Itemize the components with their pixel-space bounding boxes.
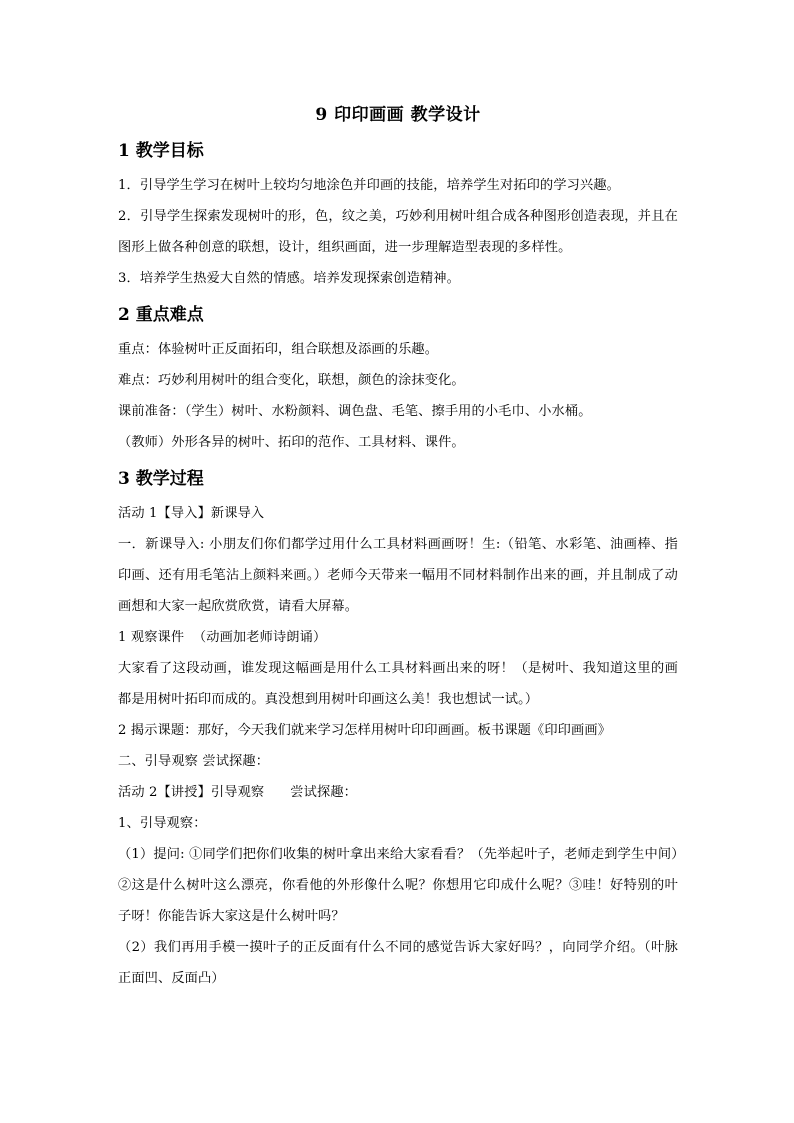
paragraph: 1．引导学生学习在树叶上较均匀地涂色并印画的技能，培养学生对拓印的学习兴趣。 — [118, 178, 621, 193]
paragraph: （2）我们再用手模一摸叶子的正反面有什么不同的感觉告诉大家好吗？，向同学介绍。（叶脉正面凹、反面凸） — [118, 940, 678, 986]
paragraph: 大家看了这段动画，谁发现这幅画是用什么工具材料画出来的呀！（是树叶、我知道这里的画都是用树叶拓印而成的。真没想到用树叶印画这么美！我也想试一试。） — [118, 661, 678, 707]
section-heading: 2 重点难点 — [118, 305, 204, 325]
paragraph: 2 揭示课题：那好，今天我们就来学习怎样用树叶印印画画。板书课题《印印画画》 — [118, 723, 612, 738]
paragraph: 二、引导观察 尝试探趣： — [118, 754, 270, 769]
section-key-points — [118, 300, 678, 458]
paragraph: 1 观察课件 （动画加老师诗朗诵） — [118, 630, 327, 645]
document-title: 9 印印画画 教学设计 — [315, 105, 481, 125]
paragraph: （1）提问: ①同学们把你们收集的树叶拿出来给大家看看？（先举起叶子，老师走到学生中间）②这是什么树叶这么漂亮，你看他的外形像什么呢？你想用它印成什么呢？③哇！好特别的叶子呀！你能告诉大家这是什么树叶吗？ — [118, 847, 678, 924]
section-process — [118, 464, 678, 994]
document-page — [118, 100, 678, 994]
paragraph: 3．培养学生热爱大自然的情感。培养发现探索创造精神。 — [118, 271, 460, 286]
paragraph: 2．引导学生探索发现树叶的形，色，纹之美，巧妙利用树叶组合成各种图形创造表现，并且在图形上做各种创意的联想，设计，组织画面，进一步理解造型表现的多样性。 — [118, 209, 678, 255]
section-heading: 1 教学目标 — [118, 141, 204, 161]
paragraph: 1、引导观察： — [118, 816, 207, 831]
section-objectives — [118, 136, 678, 294]
paragraph: 难点：巧妙利用树叶的组合变化，联想，颜色的涂抹变化。 — [118, 373, 465, 388]
paragraph: 课前准备：（学生）树叶、水粉颜料、调色盘、毛笔、擦手用的小毛巾、小水桶。 — [118, 404, 592, 419]
section-heading: 3 教学过程 — [118, 469, 204, 489]
paragraph: 活动 1【导入】新课导入 — [118, 506, 265, 521]
paragraph: 一．新课导入: 小朋友们你们都学过用什么工具材料画画呀！生:（铅笔、水彩笔、油画棒、指印画、还有用毛笔沾上颜料来画。）老师今天带来一幅用不同材料制作出来的画，并且制成了动画想和大家一起欣赏欣赏，请看大屏幕。 — [118, 537, 678, 614]
paragraph: 活动 2【讲授】引导观察 尝试探趣： — [118, 785, 357, 800]
paragraph: （教师）外形各异的树叶、拓印的范作、工具材料、课件。 — [118, 435, 465, 450]
paragraph: 重点：体验树叶正反面拓印，组合联想及添画的乐趣。 — [118, 342, 439, 357]
